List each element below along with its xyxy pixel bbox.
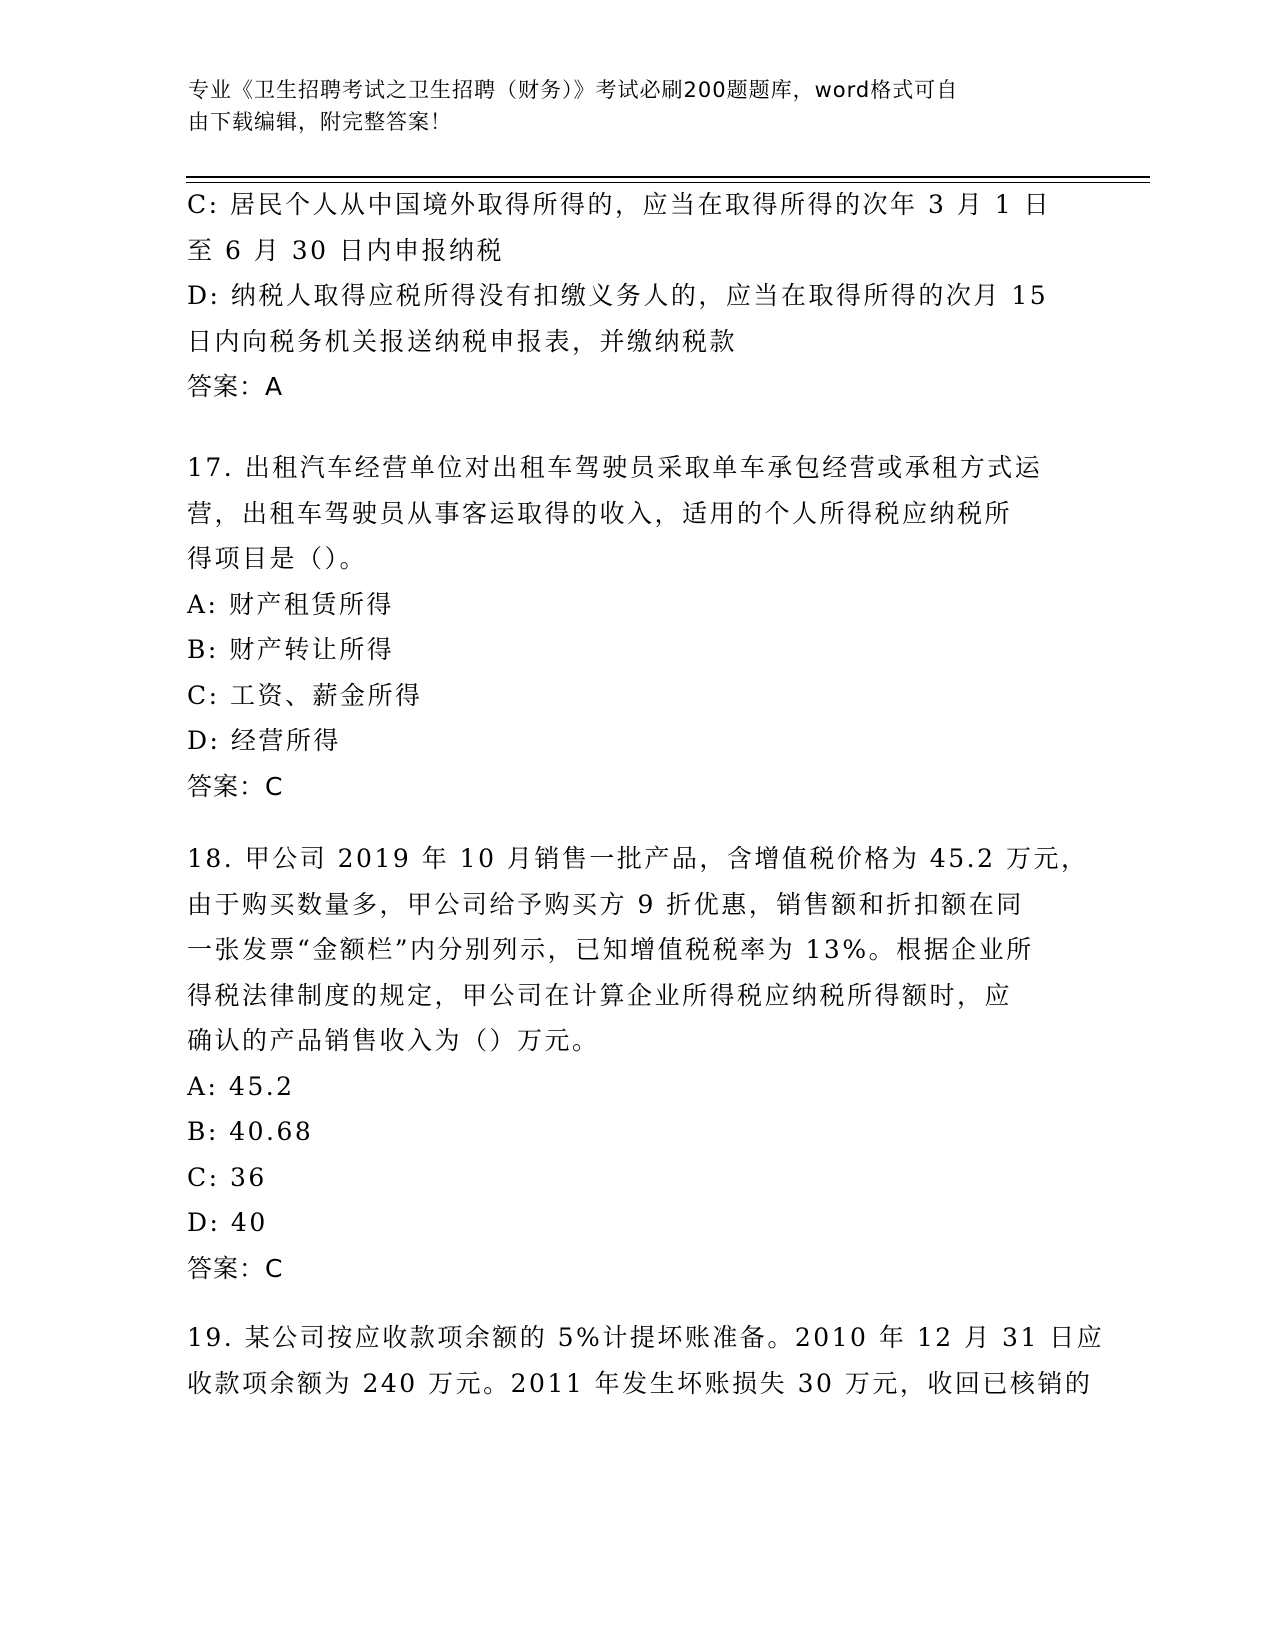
q18-option-a: A: 45.2 [187,1071,295,1101]
q17-option-b: B: 财产转让所得 [187,635,395,664]
header-line-2: 由下载编辑，附完整答案！ [188,110,452,134]
q19-stem-line-2: 收款项余额为 240 万元。2011 年发生坏账损失 30 万元，收回已核销的 [187,1368,1093,1398]
question-17 [187,445,1087,809]
q16-option-d-line-2: 日内向税务机关报送纳税申报表，并缴纳税款 [187,326,738,356]
q17-option-d: D: 经营所得 [187,726,341,755]
document-header [188,74,1068,138]
header-line-1: 专业《卫生招聘考试之卫生招聘（财务）》考试必刷200题题库，word格式可自 [188,78,959,102]
q18-stem-line-1: 18. 甲公司 2019 年 10 月销售一批产品，含增值税价格为 45.2 万元， [187,844,1089,873]
q17-option-a: A: 财产租赁所得 [187,589,394,619]
question-16-tail [187,182,1087,410]
question-18 [187,836,1087,1291]
q16-answer: 答案：A [187,372,284,401]
q17-answer: 答案：C [187,771,284,801]
q17-stem-line-1: 17. 出租汽车经营单位对出租车驾驶员采取单车承包经营或承租方式运 [187,453,1043,482]
q16-option-d-line-1: D: 纳税人取得应税所得没有扣缴义务人的，应当在取得所得的次月 15 [187,281,1049,310]
question-19 [187,1315,1105,1406]
q18-answer: 答案：C [187,1253,284,1283]
q18-option-c: C: 36 [187,1162,267,1192]
q19-stem-line-1: 19. 某公司按应收款项余额的 5%计提坏账准备。2010 年 12 月 31 日应 [187,1323,1105,1352]
q17-stem-line-2: 营，出租车驾驶员从事客运取得的收入，适用的个人所得税应纳税所 [187,498,1013,528]
q18-option-b: B: 40.68 [187,1117,314,1146]
q17-option-c: C: 工资、薪金所得 [187,680,423,710]
q18-stem-line-5: 确认的产品销售收入为（）万元。 [187,1026,600,1055]
q18-option-d: D: 40 [187,1208,268,1237]
header-rule-thick [186,176,1150,178]
q17-stem-line-3: 得项目是（）。 [187,544,368,573]
q18-stem-line-3: 一张发票“金额栏”内分别列示，已知增值税税率为 13%。根据企业所 [187,935,1034,964]
q18-stem-line-2: 由于购买数量多，甲公司给予购买方 9 折优惠，销售额和折扣额在同 [187,889,1024,919]
q16-option-c-line-1: C: 居民个人从中国境外取得所得的，应当在取得所得的次年 3 月 1 日 [187,190,1052,219]
q18-stem-line-4: 得税法律制度的规定，甲公司在计算企业所得税应纳税所得额时，应 [187,980,1013,1010]
q16-option-c-line-2: 至 6 月 30 日内申报纳税 [187,235,505,265]
